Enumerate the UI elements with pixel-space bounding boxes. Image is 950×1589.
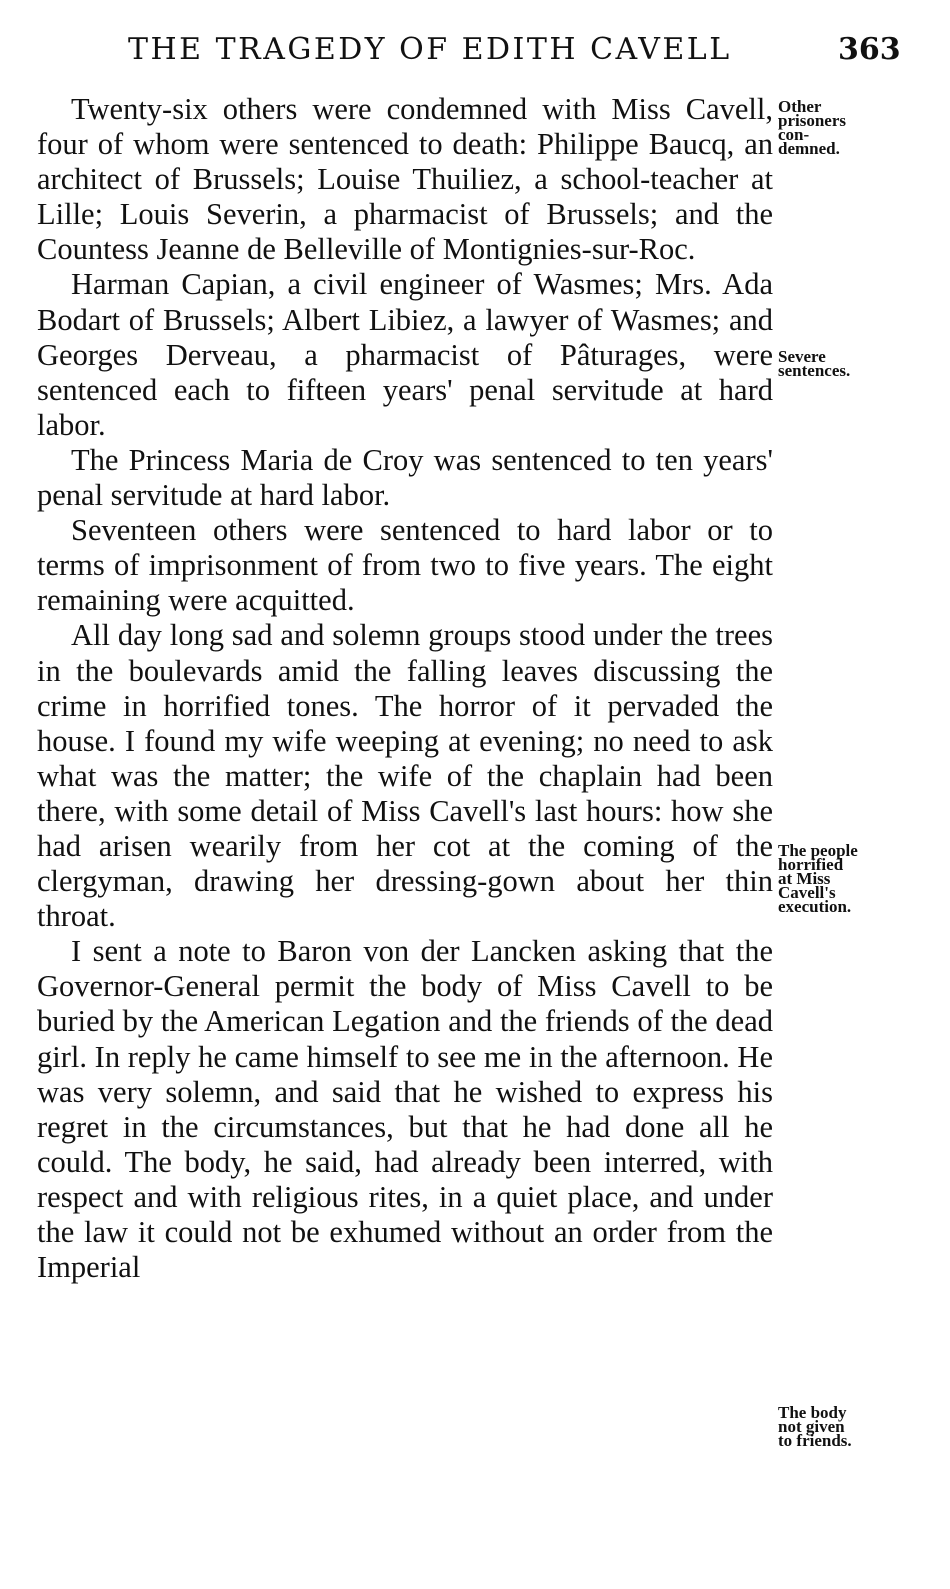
margin-note-severe-sentences: Severe sentences. [778,347,851,380]
page-number: 363 [838,32,901,67]
margin-note-body-not-given: The body not given to friends. [778,1403,852,1450]
paragraph: All day long sad and solemn groups stood under the trees in the boulevards amid the falling leaves discussing the crime in horrified tones. The horror of it pervaded the house. I found my wife weeping at evening; no need to ask what was the matter; the wife of the chaplain had been there, with some detail of Miss Cavell's last hours: how she had arisen wearily from her cot at the coming of the clergyman, drawing her dressing-gown about her thin throat. [37,618,773,934]
running-head-title: THE TRAGEDY OF EDITH CAVELL [128,32,732,67]
running-head [0,32,950,72]
paragraph: I sent a note to Baron von der Lancken asking that the Governor-General permit the body of Miss Cavell to be buried by the American Legation and the friends of the dead girl. In reply he came himself to see me in the afternoon. He was very solemn, and said that he wished to express his regret in the circumstances, but that he had done all he could. The body, he said, had already been interred, with respect and with religious rites, in a quiet place, and under the law it could not be exhumed without an order from the Imperial [37,934,773,1285]
paragraph: The Princess Maria de Croy was sentenced to ten years' penal servitude at hard labor. [37,442,773,513]
paragraph: Seventeen others were sentenced to hard labor or to terms of imprisonment of from two to five years. The eight remaining were acquitted. [37,513,773,618]
paragraph: Twenty-six others were condemned with Miss Cavell, four of whom were sentenced to death: Philippe Baucq, an architect of Brussels; Louise Thuiliez, a school-teacher at Lille; Louis Severin, a pharmacist of Brussels; and the Countess Jeanne de Belleville of Montignies-sur-Roc. [37,92,773,267]
body-text [37,92,773,1285]
margin-note-people-horrified: The people horrified at Miss Cavell's execution. [778,841,858,916]
margin-note-other-prisoners: Other prisoners con- demned. [778,97,846,158]
paragraph: Harman Capian, a civil engineer of Wasmes; Mrs. Ada Bodart of Brussels; Albert Libiez, a lawyer of Wasmes; and Georges Derveau, a pharmacist of Pâturages, were sentenced each to fifteen years' penal servitude at hard labor. [37,267,773,442]
